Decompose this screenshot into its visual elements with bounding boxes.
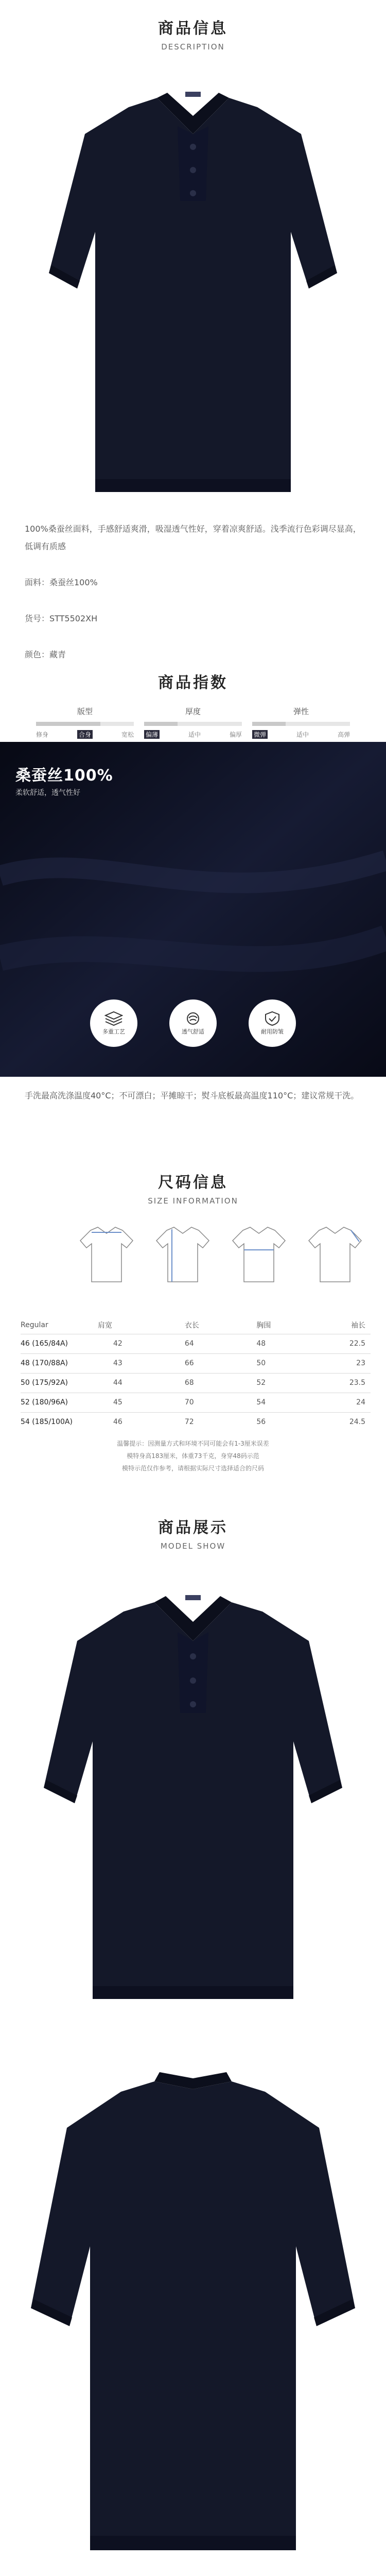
- care-instructions: [0, 1087, 386, 1105]
- product-image-front: [0, 77, 386, 510]
- thickness-scale: [144, 706, 242, 739]
- model-show-subtitle: MODEL SHOW: [160, 1541, 226, 1551]
- size-cell: 23.5: [306, 1373, 371, 1393]
- product-color: 颜色：藏青: [25, 650, 66, 659]
- fit-option-loose: 宽松: [121, 731, 134, 738]
- thickness-scale-title: 厚度: [185, 707, 201, 716]
- size-notes: [0, 1437, 386, 1475]
- size-cell: 48: [253, 1334, 306, 1353]
- size-header-regular: Regular: [21, 1320, 48, 1329]
- description-subtitle: DESCRIPTION: [161, 42, 225, 52]
- size-cell: 48 (170/88A): [21, 1353, 98, 1373]
- chest-diagram: [229, 1221, 289, 1285]
- elasticity-option-slight: 微弹: [252, 730, 268, 739]
- size-note-line: 模特身高183厘米，体重73千克，身穿48码示范: [127, 1452, 259, 1460]
- thickness-scale-fill: [144, 722, 178, 726]
- fit-scale: [36, 706, 134, 739]
- thickness-option-thin: 偏薄: [144, 730, 160, 739]
- size-cell: 23: [306, 1353, 371, 1373]
- size-cell: 50 (175/92A): [21, 1373, 98, 1393]
- size-cell: 43: [98, 1353, 172, 1373]
- size-header-length: 衣长: [184, 1321, 199, 1330]
- polo-shirt-back-image: [0, 2040, 386, 2576]
- size-subtitle: SIZE INFORMATION: [148, 1196, 238, 1206]
- feature-icons: [0, 999, 386, 1047]
- size-table-header: [21, 1316, 371, 1334]
- index-heading: [0, 670, 386, 692]
- sleeve-diagram: [305, 1221, 365, 1285]
- elasticity-option-medium: 适中: [296, 731, 309, 738]
- polo-shirt-image: [0, 77, 386, 510]
- size-cell: 45: [98, 1393, 172, 1412]
- size-cell: 46 (165/84A): [21, 1334, 98, 1353]
- fit-option-regular: 合身: [77, 730, 93, 739]
- size-cell: 46: [98, 1412, 172, 1432]
- size-cell: 54 (185/100A): [21, 1412, 98, 1432]
- breath-icon: [184, 1011, 202, 1026]
- table-row: [21, 1334, 371, 1353]
- product-image-model-front: [0, 1571, 386, 2020]
- size-header-sleeve: 袖长: [351, 1321, 365, 1330]
- fabric-subtitle: 柔软舒适，透气性好: [15, 789, 80, 797]
- table-row: [21, 1353, 371, 1373]
- size-cell: 64: [172, 1334, 253, 1353]
- product-image-model-back: [0, 2040, 386, 2576]
- table-row: [21, 1373, 371, 1393]
- size-cell: 52: [253, 1373, 306, 1393]
- feature-multi-craft: [90, 999, 137, 1047]
- size-cell: 56: [253, 1412, 306, 1432]
- care-text: 手洗最高洗涤温度40°C；不可漂白；平摊晾干；熨斗底板最高温度110°C；建议常规干洗。: [25, 1091, 359, 1100]
- thickness-option-thick: 偏厚: [229, 731, 242, 738]
- size-cell: 68: [172, 1373, 253, 1393]
- model-show-title: 商品展示: [158, 1519, 228, 1537]
- size-cell: 22.5: [306, 1334, 371, 1353]
- size-cell: 24: [306, 1393, 371, 1412]
- table-row: [21, 1412, 371, 1432]
- elasticity-option-high: 高弹: [337, 731, 350, 738]
- size-cell: 54: [253, 1393, 306, 1412]
- size-cell: 24.5: [306, 1412, 371, 1432]
- size-cell: 72: [172, 1412, 253, 1432]
- elasticity-scale-title: 弹性: [293, 707, 309, 716]
- fabric-feature-banner: [0, 742, 386, 1077]
- fit-scale-bar: [36, 722, 134, 726]
- size-cell: 44: [98, 1373, 172, 1393]
- size-table: [0, 1316, 386, 1432]
- feature-durable-label: 耐用防皱: [261, 1028, 284, 1035]
- thickness-option-medium: 适中: [188, 731, 201, 738]
- size-header-chest: 胸围: [256, 1321, 271, 1330]
- fit-scale-title: 版型: [77, 707, 93, 716]
- index-scales: [0, 706, 386, 739]
- size-heading: [0, 1170, 386, 1206]
- size-cell: 42: [98, 1334, 172, 1353]
- elasticity-scale: [252, 706, 350, 739]
- fabric-title: 桑蚕丝100%: [15, 767, 113, 785]
- style-number: 货号：STT5502XH: [25, 614, 98, 623]
- shield-icon: [263, 1011, 282, 1026]
- table-row: [21, 1393, 371, 1412]
- feature-breathable-label: 透气舒适: [182, 1028, 204, 1035]
- description-heading: [0, 15, 386, 52]
- size-chart: [21, 1316, 371, 1432]
- fit-option-slim: 修身: [36, 731, 49, 738]
- size-note-line: 模特示范仅作参考，请根据实际尺寸选择适合的尺码: [121, 1465, 264, 1472]
- size-header-shoulder: 肩宽: [98, 1321, 112, 1330]
- size-cell: 70: [172, 1393, 253, 1412]
- fit-scale-fill: [36, 722, 100, 726]
- size-cell: 66: [172, 1353, 253, 1373]
- thickness-scale-bar: [144, 722, 242, 726]
- polo-shirt-image: [0, 1571, 386, 2020]
- elasticity-scale-bar: [252, 722, 350, 726]
- size-note-line: 温馨提示：因测量方式和环境不同可能会有1-3厘米误差: [117, 1440, 269, 1447]
- feature-breathable: [169, 999, 217, 1047]
- index-title: 商品指数: [158, 674, 228, 692]
- product-description: 100%桑蚕丝面料，手感舒适爽滑，吸湿透气性好，穿着凉爽舒适。浅季流行色彩调尽显高，低调有质感: [25, 524, 361, 551]
- product-info-text: [0, 520, 386, 664]
- size-cell: 52 (180/96A): [21, 1393, 98, 1412]
- model-show-heading: [0, 1515, 386, 1551]
- shoulder-diagram: [76, 1221, 137, 1285]
- size-diagrams: [0, 1221, 386, 1285]
- length-diagram: [152, 1221, 213, 1285]
- size-cell: 50: [253, 1353, 306, 1373]
- elasticity-scale-fill: [252, 722, 286, 726]
- layers-icon: [104, 1011, 123, 1026]
- fabric-composition: 面料：桑蚕丝100%: [25, 578, 98, 587]
- size-title: 尺码信息: [158, 1174, 228, 1192]
- description-title: 商品信息: [158, 20, 228, 38]
- feature-multi-craft-label: 多重工艺: [102, 1028, 125, 1035]
- feature-durable: [249, 999, 296, 1047]
